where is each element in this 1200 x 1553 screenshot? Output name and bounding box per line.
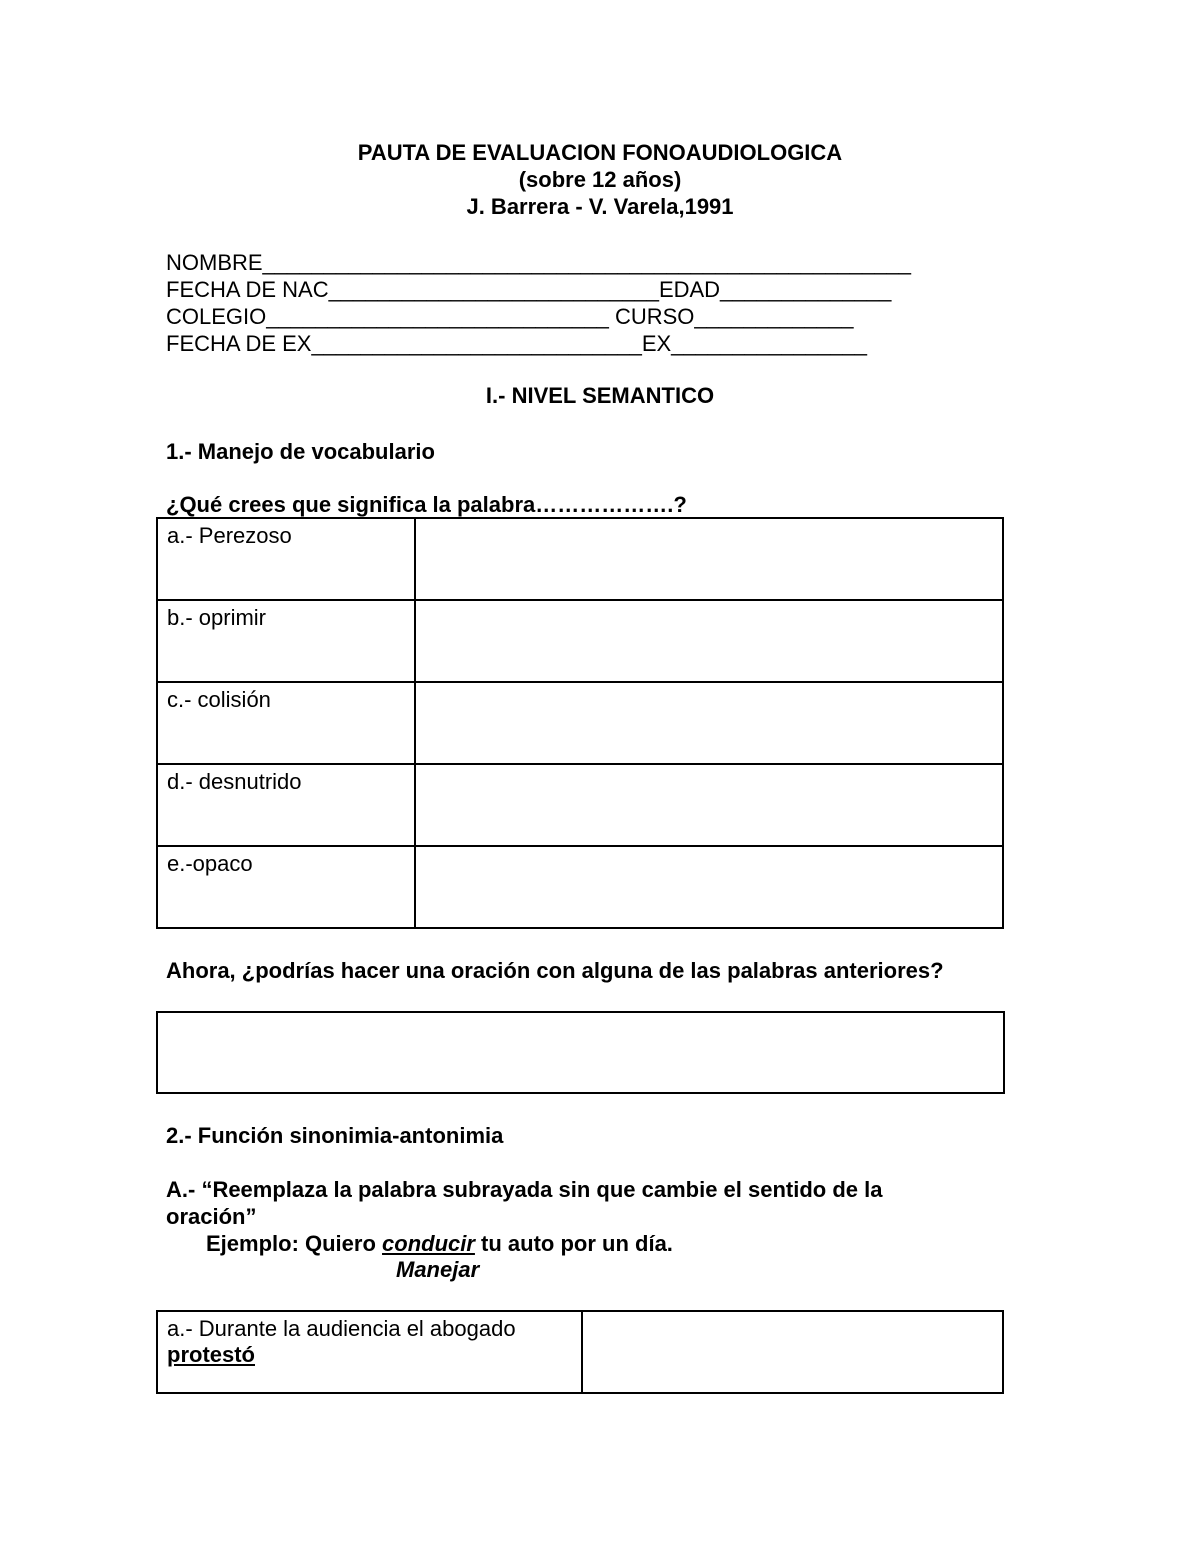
table-row [157, 682, 1003, 764]
vocab-answer-cell[interactable] [415, 600, 1003, 682]
synonym-sentence-text: a.- Durante la audiencia el abogado [167, 1316, 516, 1341]
sentence-prompt: Ahora, ¿podrías hacer una oración con alguna de las palabras anteriores? [166, 958, 944, 983]
vocabulary-table [156, 517, 1004, 929]
vocab-word-cell: a.- Perezoso [157, 518, 415, 600]
nombre-field[interactable]: NOMBRE_____________________________________________________ [166, 250, 912, 275]
instruction-line-2: oración” [166, 1204, 257, 1229]
sentence-answer-box[interactable] [156, 1011, 1005, 1094]
table-row [157, 518, 1003, 600]
synonym-answer-cell[interactable] [582, 1311, 1003, 1393]
item2-heading: 2.- Función sinonimia-antonimia [166, 1123, 504, 1148]
vocab-answer-cell[interactable] [415, 682, 1003, 764]
table-row [157, 764, 1003, 846]
vocab-question: ¿Qué crees que significa la palabra……………….? [166, 492, 687, 517]
vocab-word-cell: c.- colisión [157, 682, 415, 764]
example-underlined-word: conducir [382, 1231, 475, 1256]
fecha-ex-field[interactable]: FECHA DE EX___________________________EX________________ [166, 331, 867, 356]
example-sentence [206, 1231, 673, 1257]
vocab-answer-cell[interactable] [415, 846, 1003, 928]
example-prefix: Ejemplo: Quiero [206, 1231, 383, 1256]
table-row [157, 1311, 1003, 1393]
example-answer: Manejar [396, 1257, 480, 1282]
page-authors: J. Barrera - V. Varela,1991 [466, 194, 734, 219]
synonym-sentence-cell [157, 1311, 582, 1393]
vocab-answer-cell[interactable] [415, 518, 1003, 600]
vocab-answer-cell[interactable] [415, 764, 1003, 846]
example-suffix: tu auto por un día. [474, 1231, 673, 1256]
page-title: PAUTA DE EVALUACION FONOAUDIOLOGICA [357, 140, 843, 165]
vocab-word-cell: d.- desnutrido [157, 764, 415, 846]
instruction-line-1: A.- “Reemplaza la palabra subrayada sin que cambie el sentido de la [166, 1177, 883, 1202]
synonym-underlined-word: protestó [167, 1342, 255, 1367]
vocab-word-cell: b.- oprimir [157, 600, 415, 682]
item1-heading: 1.- Manejo de vocabulario [166, 439, 435, 464]
fecha-nac-edad-field[interactable]: FECHA DE NAC___________________________EDAD______________ [166, 277, 892, 302]
table-row [157, 846, 1003, 928]
table-row [157, 600, 1003, 682]
synonym-table [156, 1310, 1004, 1394]
page-subtitle: (sobre 12 años) [518, 167, 682, 192]
colegio-curso-field[interactable]: COLEGIO____________________________ CURSO_____________ [166, 304, 854, 329]
vocab-word-cell: e.-opaco [157, 846, 415, 928]
section-title: I.- NIVEL SEMANTICO [485, 383, 715, 408]
